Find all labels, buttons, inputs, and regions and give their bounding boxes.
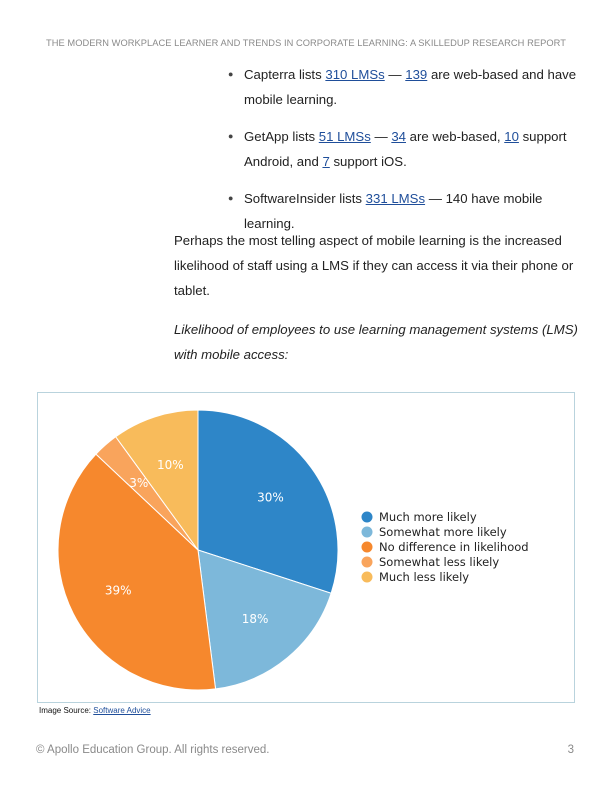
legend-label: Much less likely xyxy=(379,570,470,584)
legend-marker xyxy=(362,512,373,523)
legend-marker xyxy=(362,557,373,568)
getapp-web-link[interactable]: 34 xyxy=(391,129,406,144)
pie-chart-svg xyxy=(38,393,576,704)
softwareinsider-lms-link[interactable]: 331 LMSs xyxy=(365,191,426,206)
legend-label: No difference in likelihood xyxy=(379,540,529,554)
getapp-ios-link[interactable]: 7 xyxy=(322,154,330,169)
chart-caption: Likelihood of employees to use learning management systems (LMS) with mobile access: xyxy=(174,322,578,362)
bullet-softwareinsider: ● SoftwareInsider lists 331 LMSs — 140 have mobile learning. xyxy=(228,186,588,236)
legend-label: Somewhat less likely xyxy=(379,555,500,569)
capterra-mobile-link[interactable]: 139 xyxy=(405,67,428,82)
pie-slice-label: 30% xyxy=(257,490,284,505)
software-advice-link[interactable]: Software Advice xyxy=(93,706,151,715)
lms-likelihood-chart xyxy=(37,392,575,703)
capterra-lms-link[interactable]: 310 LMSs xyxy=(325,67,385,82)
bullet-capterra: ● Capterra lists 310 LMSs — 139 are web-based and have mobile learning. xyxy=(228,62,588,112)
bullet-getapp: ● GetApp lists 51 LMSs — 34 are web-based, 10 support Android, and 7 support iOS. xyxy=(228,124,588,174)
lms-bullet-list xyxy=(228,62,588,236)
legend-marker xyxy=(362,527,373,538)
bullet-dot-icon: ● xyxy=(228,131,234,141)
legend-marker xyxy=(362,572,373,583)
legend-label: Much more likely xyxy=(379,510,477,524)
pie-slice-label: 10% xyxy=(156,457,184,472)
getapp-lms-link[interactable]: 51 LMSs xyxy=(318,129,371,144)
mobile-learning-paragraph: Perhaps the most telling aspect of mobile learning is the increased likelihood of staff using a LMS if they can access it via their phone or tablet. xyxy=(174,233,574,298)
page-number: 3 xyxy=(567,744,574,756)
pie-slice-label: 3% xyxy=(129,475,149,490)
pie-slice-label: 39% xyxy=(104,583,132,598)
legend-label: Somewhat more likely xyxy=(379,525,507,539)
copyright-notice: © Apollo Education Group. All rights reserved. xyxy=(36,744,270,756)
bullet-dot-icon: ● xyxy=(228,69,234,79)
getapp-android-link[interactable]: 10 xyxy=(504,129,519,144)
pie-slice-label: 18% xyxy=(241,612,269,627)
running-header: THE MODERN WORKPLACE LEARNER AND TRENDS IN CORPORATE LEARNING: A SKILLEDUP RESEARCH REPORT xyxy=(46,38,566,48)
image-source: Image Source: Software Advice xyxy=(39,706,151,715)
bullet-dot-icon: ● xyxy=(228,193,234,203)
legend-marker xyxy=(362,542,373,553)
